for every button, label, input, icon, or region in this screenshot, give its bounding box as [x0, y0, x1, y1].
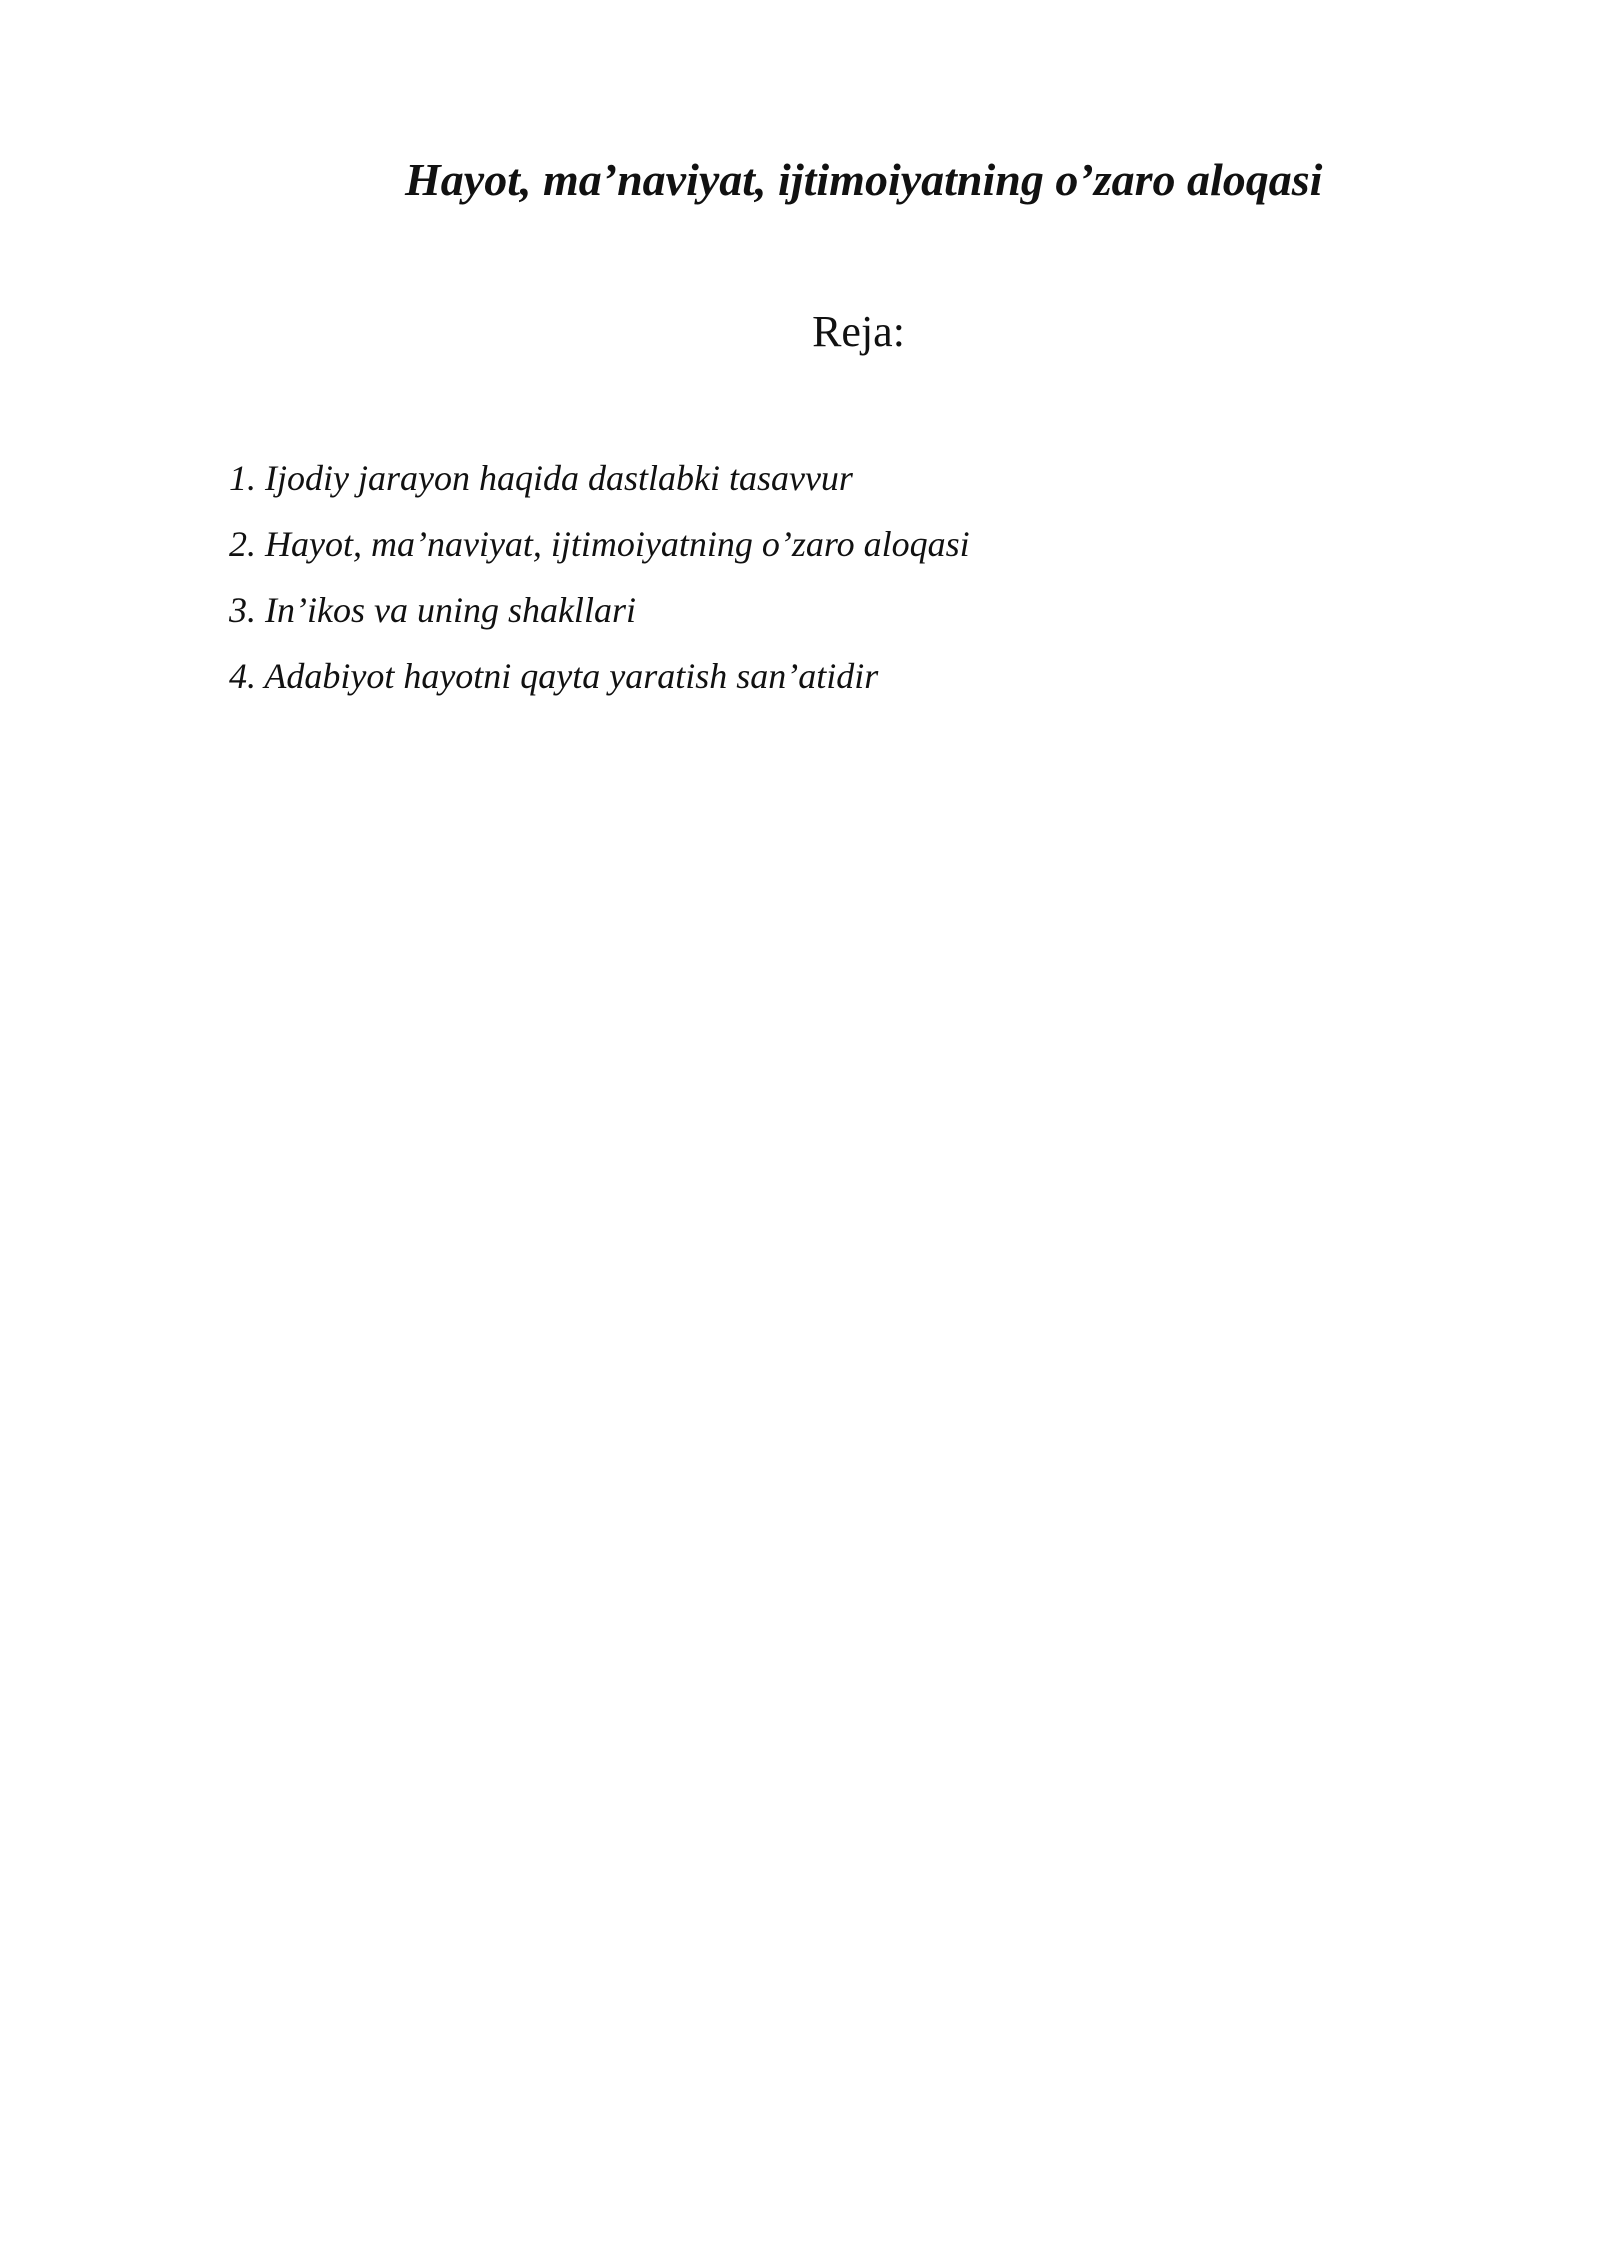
- plan-item-2: 2. Hayot, ma’naviyat, ijtimoiyatning o’zaro aloqasi: [229, 524, 970, 564]
- plan-item-1: 1. Ijodiy jarayon haqida dastlabki tasavvur: [229, 458, 853, 498]
- plan-item-3: 3. In’ikos va uning shakllari: [229, 590, 636, 630]
- plan-heading: Reja:: [812, 307, 905, 356]
- document-title: Hayot, ma’naviyat, ijtimoiyatning o’zaro aloqasi: [405, 154, 1323, 205]
- plan-list: [229, 445, 970, 709]
- plan-item-4: 4. Adabiyot hayotni qayta yaratish san’atidir: [229, 656, 879, 696]
